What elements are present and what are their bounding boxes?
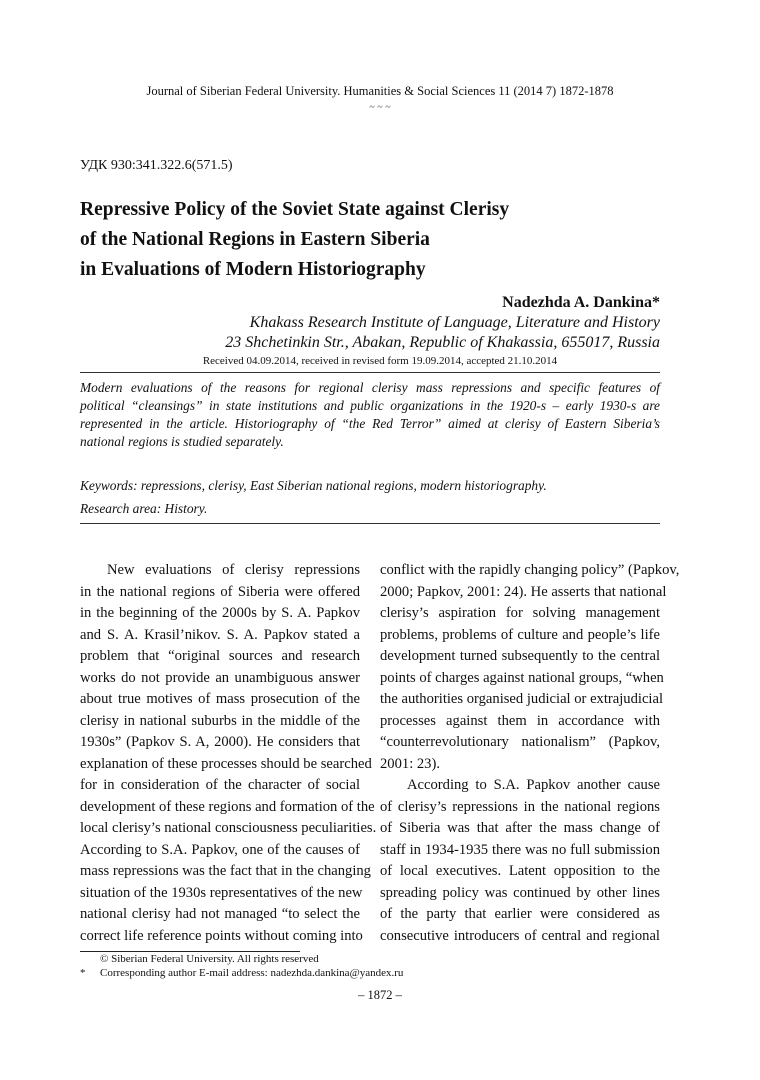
body-text-line: about true motives of mass prosecution of the — [80, 691, 360, 707]
body-text-line: 2000; Papkov, 2001: 24). He asserts that national — [380, 583, 667, 600]
body-text-line: local clerisy’s national consciousness peculiarities. — [80, 820, 377, 836]
body-text-line: of the party that earlier were considered as — [380, 906, 660, 922]
abstract-line: represented in the article. Historiography of “the Red Terror” aimed at clerisy of Eastern Siberia’s — [80, 416, 660, 431]
body-text-line: consecutive introducers of central and regional — [380, 927, 660, 944]
keywords: Keywords: repressions, clerisy, East Siberian national regions, modern historiography. — [80, 478, 547, 493]
body-text-line: in the national regions of Siberia were offered — [80, 583, 360, 600]
body-text-line: development of these regions and formation of the — [80, 798, 375, 815]
title-line: Repressive Policy of the Soviet State against Clerisy — [80, 199, 510, 220]
body-text-line: of clerisy’s repressions in the national regions — [380, 798, 660, 815]
article-title — [80, 195, 509, 285]
corresponding-email: Corresponding author E-mail address: nadezhda.dankina@yandex.ru — [100, 967, 404, 979]
body-text-line: situation of the 1930s representatives of the new — [80, 884, 363, 901]
footnote-marker: * — [80, 967, 86, 979]
body-text-line: in the beginning of the 2000s by S. A. Papkov — [80, 605, 360, 621]
body-text-line: staff in 1934-1935 there was no full submission — [380, 841, 660, 858]
body-text-line: “counterrevolutionary nationalism” (Papkov, — [380, 734, 660, 750]
body-text-line: mass repressions was the fact that in the changing — [80, 863, 371, 879]
body-text-line: the authorities organised judicial or extrajudicial — [380, 691, 664, 707]
title-line: in Evaluations of Modern Historiography — [80, 259, 426, 280]
abstract — [80, 379, 660, 451]
body-text-line: clerisy’s aspiration for solving management — [380, 605, 660, 621]
research-area: Research area: History. — [80, 501, 208, 516]
body-text-line: for in consideration of the character of social — [80, 777, 360, 793]
divider — [80, 523, 660, 524]
body-text-line: works do not provide an unambiguous answer — [80, 669, 360, 686]
body-text-line: of Siberia was that after the mass change of — [380, 820, 660, 836]
body-text-line: development turned subsequently to the central — [380, 648, 660, 664]
corresponding-note — [80, 967, 403, 980]
udk-code: УДК 930:341.322.6(571.5) — [80, 158, 233, 173]
body-text-line: 1930s” (Papkov S. A, 2000). He considers that — [80, 734, 360, 750]
divider — [80, 372, 660, 373]
body-text-line: points of charges against national groups, “when — [380, 669, 664, 686]
body-text-line: processes against them in accordance with — [380, 712, 660, 729]
abstract-line: Modern evaluations of the reasons for regional clerisy mass repressions and specific features of — [80, 380, 660, 395]
body-text-line: problem that “original sources and research — [80, 648, 360, 664]
body-text-line: According to S.A. Papkov, one of the causes of — [80, 841, 360, 858]
affiliation-line: 23 Shchetinkin Str., Abakan, Republic of Khakassia, 655017, Russia — [225, 334, 660, 351]
journal-header: Journal of Siberian Federal University. Humanities & Social Sciences 11 (2014 7) 1872-1878 — [146, 84, 614, 98]
body-text-line: According to S.A. Papkov another cause — [407, 777, 660, 793]
body-text-line: of local executives. Latent opposition to the — [380, 863, 660, 879]
body-text-line: conflict with the rapidly changing policy” (Papkov, — [380, 562, 680, 578]
body-text-line: clerisy in national suburbs in the middle of the — [80, 712, 360, 729]
body-column-left — [80, 560, 377, 947]
body-text-line: spreading policy was continued by other lines — [380, 884, 660, 901]
abstract-line: political “cleansings” in state institutions and public organizations in the 1920-s – early 1930-s are — [80, 398, 660, 413]
footnote-divider — [80, 951, 300, 952]
author-name: Nadezhda A. Dankina* — [502, 294, 660, 311]
affiliation-line: Khakass Research Institute of Language, Literature and History — [249, 314, 660, 331]
body-text-line: national clerisy had not managed “to select the — [80, 906, 360, 922]
body-text-line: explanation of these processes should be searched — [80, 755, 372, 772]
copyright-note: © Siberian Federal University. All rights reserved — [100, 953, 319, 965]
body-text-line: correct life reference points without coming into — [80, 927, 363, 944]
page-number: – 1872 – — [358, 988, 402, 1002]
title-line: of the National Regions in Eastern Siberia — [80, 229, 430, 250]
received-dates: Received 04.09.2014, received in revised form 19.09.2014, accepted 21.10.2014 — [202, 355, 558, 367]
body-text-line: problems, problems of culture and people’s life — [380, 626, 660, 643]
body-text-line: and S. A. Krasil’nikov. S. A. Papkov stated a — [80, 626, 360, 643]
header-separator: ~ ~ ~ — [369, 102, 391, 113]
body-column-right — [380, 560, 680, 947]
body-text-line: 2001: 23). — [380, 755, 440, 772]
abstract-line: national regions is studied separately. — [80, 434, 284, 449]
affiliation — [225, 313, 660, 353]
body-text-line: New evaluations of clerisy repressions — [107, 562, 360, 578]
